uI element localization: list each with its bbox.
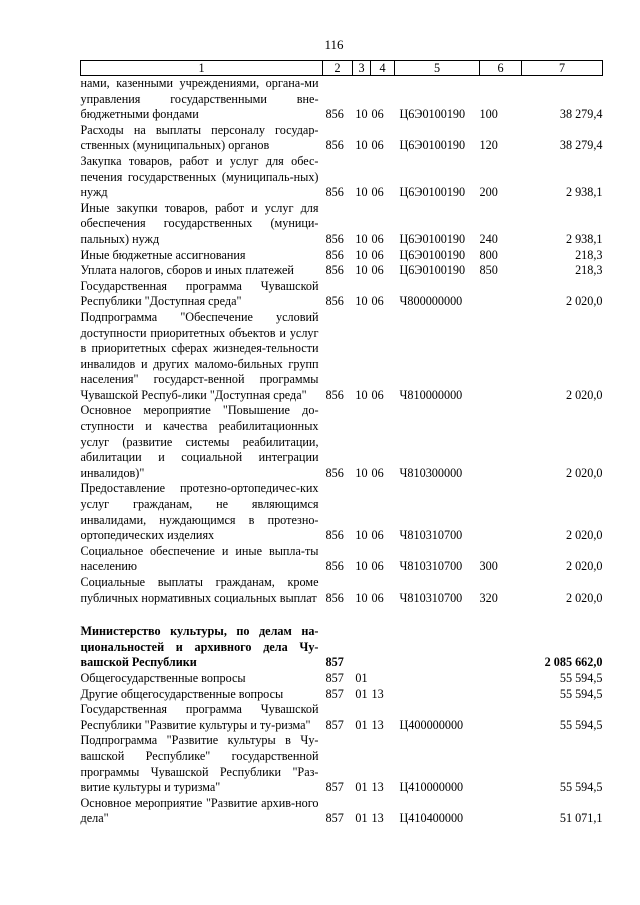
- amount: 218,3: [575, 263, 603, 278]
- amount: 38 279,4: [559, 107, 603, 122]
- ministry-code: 856: [325, 559, 344, 574]
- item-name: Уплата налогов, сборов и иных платежей: [80, 263, 294, 278]
- amount: 2 020,0: [565, 465, 603, 480]
- section-code: 10: [355, 185, 368, 200]
- item-name: Социальное обеспечение и иные выпла-ты населению: [80, 543, 319, 574]
- subsection-code: 06: [371, 559, 384, 574]
- subsection-code: 06: [371, 465, 384, 480]
- expense-type-code: [480, 702, 522, 733]
- header-cell: 5: [395, 61, 480, 76]
- section-code: 01: [355, 717, 368, 732]
- expense-type-code: 300: [479, 559, 498, 574]
- target-article-code: Ц6Э0100190: [399, 263, 466, 278]
- amount: 55 594,5: [559, 670, 603, 685]
- target-article-code: Ч810000000: [399, 387, 463, 402]
- item-name: нами, казенными учреждениями, органа-ми управления государственными вне-бюджетными фондами: [80, 76, 319, 122]
- amount: 2 020,0: [565, 387, 603, 402]
- table-row: [81, 544, 603, 575]
- expense-type-code: 120: [479, 138, 498, 153]
- header-cell: 4: [371, 61, 395, 76]
- item-name: Закупка товаров, работ и услуг для обес-печения государственных (муниципаль-ных) нужд: [80, 153, 319, 200]
- budget-table: [80, 60, 603, 827]
- item-name: Основное мероприятие "Развитие архив-ного дела": [80, 795, 319, 826]
- item-name: Основное мероприятие "Повышение до-ступности и качества реабилитационных услуг (развитие системы реабилитации, абилитации и социальной интеграции инвалидов)": [80, 403, 319, 480]
- expense-type-code: [480, 733, 522, 795]
- section-code: 10: [355, 294, 368, 309]
- target-article-code: Ц410400000: [399, 811, 464, 826]
- expense-type-code: 240: [479, 231, 498, 246]
- table-row: [81, 248, 603, 264]
- target-article-code: Ч800000000: [399, 294, 463, 309]
- item-name: Государственная программа Чувашской Республики "Развитие культуры и ту-ризма": [80, 702, 319, 732]
- table-row: [81, 796, 603, 827]
- amount: 2 938,1: [565, 231, 603, 246]
- amount: 51 071,1: [559, 811, 603, 826]
- ministry-code: 856: [325, 185, 344, 200]
- target-article-code: Ц410000000: [399, 780, 464, 795]
- ministry-code: 857: [325, 670, 344, 685]
- header-cell: 7: [522, 61, 603, 76]
- table-row: [81, 687, 603, 703]
- section-code: [353, 624, 371, 671]
- table-row: [81, 481, 603, 543]
- spacer-row: [81, 606, 603, 624]
- target-article-code: Ч810310700: [399, 528, 463, 543]
- section-code: 01: [355, 811, 368, 826]
- table-row: [81, 263, 603, 279]
- subsection-code: 13: [371, 717, 384, 732]
- item-name: Министерство культуры, по делам на-циональностей и архивного дела Чу-вашской Республики: [80, 624, 319, 670]
- target-article-code: [395, 624, 480, 671]
- expense-type-code: 800: [479, 247, 498, 262]
- ministry-code: 856: [325, 231, 344, 246]
- expense-type-code: 200: [479, 185, 498, 200]
- table-row: [81, 702, 603, 733]
- subsection-code: 06: [371, 528, 384, 543]
- table-row: [81, 123, 603, 154]
- section-code: 10: [355, 263, 368, 278]
- target-article-code: Ц6Э0100190: [399, 231, 466, 246]
- amount: 2 020,0: [565, 559, 603, 574]
- ministry-code: 857: [325, 717, 344, 732]
- subsection-code: 06: [371, 138, 384, 153]
- subsection-code: 06: [371, 263, 384, 278]
- target-article-code: Ч810310700: [399, 590, 463, 605]
- header-cell: 6: [480, 61, 522, 76]
- item-name: Предоставление протезно-ортопедичес-ких услуг гражданам, не являющимся инвалидами, нуждающимся в протезно-ортопедических изделиях: [80, 481, 319, 543]
- table-row: [81, 279, 603, 310]
- subsection-code: 13: [371, 686, 384, 701]
- item-name: Иные бюджетные ассигнования: [80, 247, 246, 262]
- subsection-code: 06: [371, 387, 384, 402]
- item-name: Другие общегосударственные вопросы: [80, 686, 284, 701]
- target-article-code: Ц400000000: [399, 717, 464, 732]
- item-name: Подпрограмма "Обеспечение условий доступности приоритетных объектов и услуг в приоритетных сферах жизнедея-тельности инвалидов и других маломо-бильных групп населения" государст-венной программы Чувашской Респуб-лики "Доступная среда": [80, 309, 319, 402]
- table-row: [81, 575, 603, 606]
- subsection-code: [371, 624, 395, 671]
- expense-type-code: 100: [479, 107, 498, 122]
- target-article-code: Ц6Э0100190: [399, 107, 466, 122]
- table-row: [81, 671, 603, 687]
- section-code: 01: [355, 686, 368, 701]
- ministry-code: 856: [325, 138, 344, 153]
- target-article-code: [395, 687, 480, 703]
- item-name: Расходы на выплаты персоналу государ-ственных (муниципальных) органов: [80, 122, 319, 153]
- expense-type-code: [480, 796, 522, 827]
- target-article-code: Ч810310700: [399, 559, 463, 574]
- item-name: Социальные выплаты гражданам, кроме публичных нормативных социальных выплат: [80, 575, 319, 605]
- expense-type-code: 320: [479, 590, 498, 605]
- ministry-code: 856: [325, 107, 344, 122]
- ministry-code: 856: [325, 387, 344, 402]
- subsection-code: 13: [371, 780, 384, 795]
- table-row: [81, 733, 603, 795]
- subsection-code: 06: [371, 231, 384, 246]
- header-cell: 3: [353, 61, 371, 76]
- target-article-code: Ч810300000: [399, 465, 463, 480]
- subsection-code: 13: [371, 811, 384, 826]
- target-article-code: Ц6Э0100190: [399, 185, 466, 200]
- section-code: 10: [355, 387, 368, 402]
- item-name: Иные закупки товаров, работ и услуг для обеспечения государственных (муници-пальных) нужд: [80, 200, 319, 246]
- subsection-code: 06: [371, 247, 384, 262]
- ministry-code: 857: [325, 655, 344, 670]
- expense-type-code: 850: [479, 263, 498, 278]
- target-article-code: Ц6Э0100190: [399, 247, 466, 262]
- amount: 2 085 662,0: [544, 655, 603, 670]
- table-row: [81, 201, 603, 248]
- header-row: [81, 61, 603, 76]
- expense-type-code: [480, 403, 522, 481]
- subsection-code: 06: [371, 294, 384, 309]
- amount: 55 594,5: [559, 780, 603, 795]
- item-name: Общегосударственные вопросы: [80, 670, 246, 685]
- section-code: 10: [355, 247, 368, 262]
- amount: 2 020,0: [565, 528, 603, 543]
- section-code: 01: [355, 780, 368, 795]
- subsection-code: 06: [371, 107, 384, 122]
- ministry-code: 857: [325, 780, 344, 795]
- ministry-code: 856: [325, 528, 344, 543]
- item-name: Государственная программа Чувашской Республики "Доступная среда": [80, 278, 319, 309]
- ministry-code: 856: [325, 263, 344, 278]
- expense-type-code: [480, 624, 522, 671]
- section-code: 10: [355, 231, 368, 246]
- table-row: [81, 310, 603, 404]
- amount: 55 594,5: [559, 717, 603, 732]
- amount: 2 938,1: [565, 185, 603, 200]
- subsection-code: 06: [371, 185, 384, 200]
- amount: 55 594,5: [559, 686, 603, 701]
- target-article-code: [395, 671, 480, 687]
- header-cell: 2: [323, 61, 353, 76]
- header-cell: 1: [81, 61, 323, 76]
- ministry-code: 856: [325, 465, 344, 480]
- ministry-code: 857: [325, 811, 344, 826]
- amount: 2 020,0: [565, 294, 603, 309]
- section-code: 10: [355, 559, 368, 574]
- table-row: [81, 403, 603, 481]
- item-name: Подпрограмма "Развитие культуры в Чу-вашской Республике" государственной программы Чувашской Республики "Раз-витие культуры и туризма": [80, 733, 319, 795]
- table-row: [81, 154, 603, 201]
- table-body: [81, 76, 603, 827]
- page-number: 116: [324, 37, 344, 52]
- section-code: 10: [355, 138, 368, 153]
- ministry-code: 856: [325, 247, 344, 262]
- table-row: [81, 624, 603, 671]
- amount: 218,3: [575, 247, 603, 262]
- amount: 2 020,0: [565, 590, 603, 605]
- subsection-code: [371, 671, 395, 687]
- subsection-code: 06: [371, 590, 384, 605]
- ministry-code: 856: [325, 294, 344, 309]
- section-code: 10: [355, 107, 368, 122]
- table-row: [81, 76, 603, 123]
- expense-type-code: [480, 687, 522, 703]
- expense-type-code: [480, 481, 522, 543]
- target-article-code: Ц6Э0100190: [399, 138, 466, 153]
- ministry-code: 856: [325, 590, 344, 605]
- section-code: 10: [355, 465, 368, 480]
- section-code: 10: [355, 590, 368, 605]
- section-code: 01: [355, 670, 368, 685]
- expense-type-code: [480, 671, 522, 687]
- section-code: 10: [355, 528, 368, 543]
- expense-type-code: [480, 310, 522, 404]
- expense-type-code: [480, 279, 522, 310]
- amount: 38 279,4: [559, 138, 603, 153]
- ministry-code: 857: [325, 686, 344, 701]
